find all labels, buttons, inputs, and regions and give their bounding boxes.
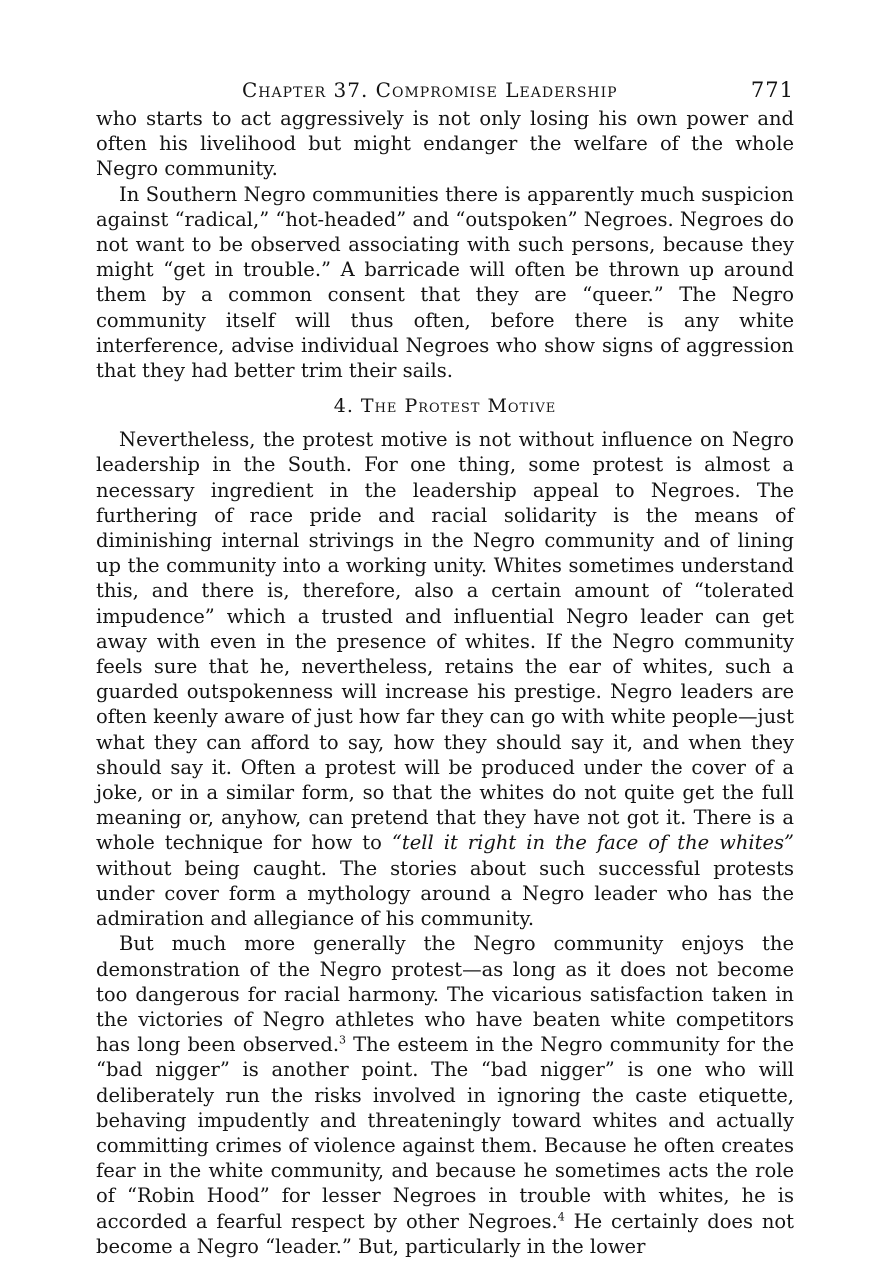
paragraph-southern-communities: In Southern Negro communities there is apparently much suspicion against “radical,” “hot-headed” and “outspoken” Negroes. Negroes do not want to be observed associating with such persons, because they might “get in trouble.” A barricade will often be thrown up around them by a common consent that they are “queer.” The Negro community itself will thus often, before there is any white interference, advise individual Negroes who show signs of aggression that they had better trim their sails. xyxy=(96,182,794,383)
page-number: 771 xyxy=(750,78,794,102)
paragraph-text: But much more generally the Negro community enjoys the demonstration of the Negro protest—as long as it does not become too dangerous for racial harmony. The vicarious satisfaction taken in the victories of Negro athletes who have beaten white competitors has long been observed. xyxy=(96,932,794,1057)
paragraph-text: The esteem in the Negro community for the “bad nigger” is another point. The “bad nigger” is one who will deliberately run the risks involved in ignoring the caste etiquette, behaving impudently and threateningly toward whites and actually committing crimes of violence against them. Because he often creates fear in the white community, and because he sometimes acts the role of “Robin Hood” for lesser Negroes in trouble with whites, he is accorded a fearful respect by other Negroes. xyxy=(96,1033,794,1233)
paragraph-protest-motive xyxy=(96,427,794,931)
chapter-title: Chapter 37. Compromise Leadership xyxy=(242,78,618,102)
paragraph-continued: who starts to act aggressively is not only losing his own power and often his livelihood but might endanger the welfare of the whole Negro community. xyxy=(96,107,794,181)
book-page xyxy=(96,72,794,1259)
footnote-marker: 3 xyxy=(339,1033,347,1047)
section-heading: 4. The Protest Motive xyxy=(333,395,557,418)
paragraph-text: Nevertheless, the protest motive is not without influence on Negro leadership in the South. For one thing, some protest is almost a necessary ingredient in the leadership appeal to Negroes. The furthering of race pride and racial solidarity is the means of diminishing internal strivings in the Negro community and of lining up the community into a working unity. Whites sometimes understand this, and there is, therefore, also a certain amount of “tolerated impudence” which a trusted and influential Negro leader can get away with even in the presence of whites. If the Negro community feels sure that he, nevertheless, retains the ear of whites, such a guarded outspokenness will increase his prestige. Negro leaders are often keenly aware of just how far they can go with white people—just what they can afford to say, how they should say it, and when they should say it. Often a protest will be produced under the cover of a joke, or in a similar form, so that the whites do not quite get the full meaning or, anyhow, can pretend that they have not got it. There is a whole technique for how to xyxy=(96,428,794,855)
paragraph-text: He certainly does not become a Negro “leader.” But, particularly in the lower xyxy=(96,1209,795,1258)
body-text xyxy=(96,106,794,1259)
italic-quote: “tell it right in the face of the whites” xyxy=(391,831,795,855)
footnote-marker: 4 xyxy=(557,1210,565,1224)
paragraph-bad-nigger xyxy=(96,931,794,1259)
paragraph-text: without being caught. The stories about such successful protests under cover form a mythology around a Negro leader who has the admiration and allegiance of his community. xyxy=(96,856,794,931)
running-header xyxy=(96,72,794,106)
